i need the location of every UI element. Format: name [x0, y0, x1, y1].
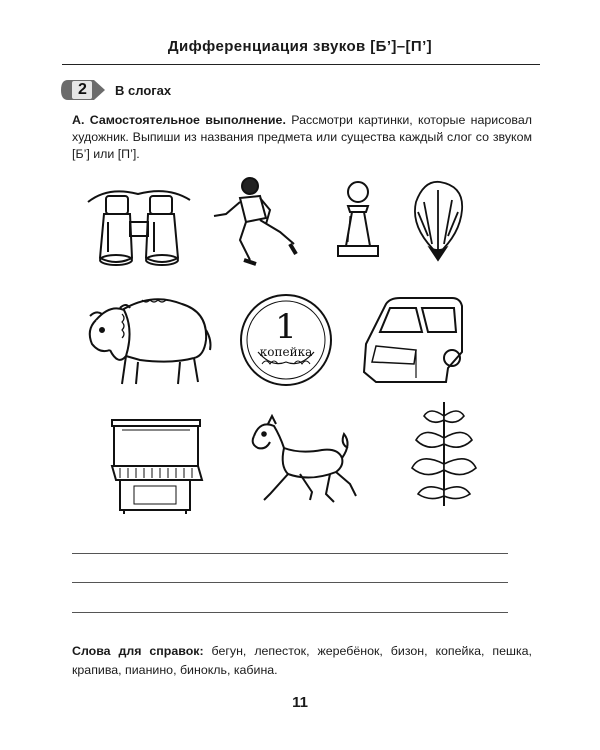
- task-number: 2: [78, 81, 87, 98]
- bison-icon: [82, 290, 214, 390]
- coin-value: 1: [275, 307, 297, 347]
- instruction-text: [72, 112, 532, 163]
- coin-label: копейка: [259, 345, 313, 359]
- answer-line[interactable]: [72, 582, 508, 583]
- car-cabin-icon: [356, 292, 468, 386]
- answer-line[interactable]: [72, 553, 508, 554]
- nettle-icon: [404, 398, 484, 510]
- task-title: В слогах: [115, 83, 172, 98]
- instruction-lead: А. Самостоятельное выполнение.: [72, 113, 286, 127]
- page-title: Дифференциация звуков [Б’]–[П’]: [167, 38, 433, 55]
- answer-line[interactable]: [72, 612, 508, 613]
- petal-icon: [408, 178, 468, 262]
- page-number: 11: [292, 694, 308, 711]
- foal-icon: [240, 414, 360, 506]
- task-number-badge: [60, 79, 106, 101]
- reference-words: [72, 642, 532, 680]
- runner-icon: [210, 174, 302, 274]
- kopeck-coin-icon: [238, 292, 334, 388]
- binoculars-icon: [78, 182, 198, 268]
- reference-label: Слова для справок:: [72, 644, 204, 658]
- chess-pawn-icon: [330, 176, 386, 268]
- header-divider: [62, 64, 540, 65]
- instruction-body: Рассмотри картинки, которые нарисовал художник. Выпиши из названия предмета или существа каждый слог со звуком [Б’] или [П’].: [72, 113, 532, 161]
- piano-icon: [106, 414, 204, 518]
- reference-list: бегун, лепесток, жеребёнок, бизон, копейка, пешка, крапива, пианино, бинокль, кабина.: [72, 644, 532, 677]
